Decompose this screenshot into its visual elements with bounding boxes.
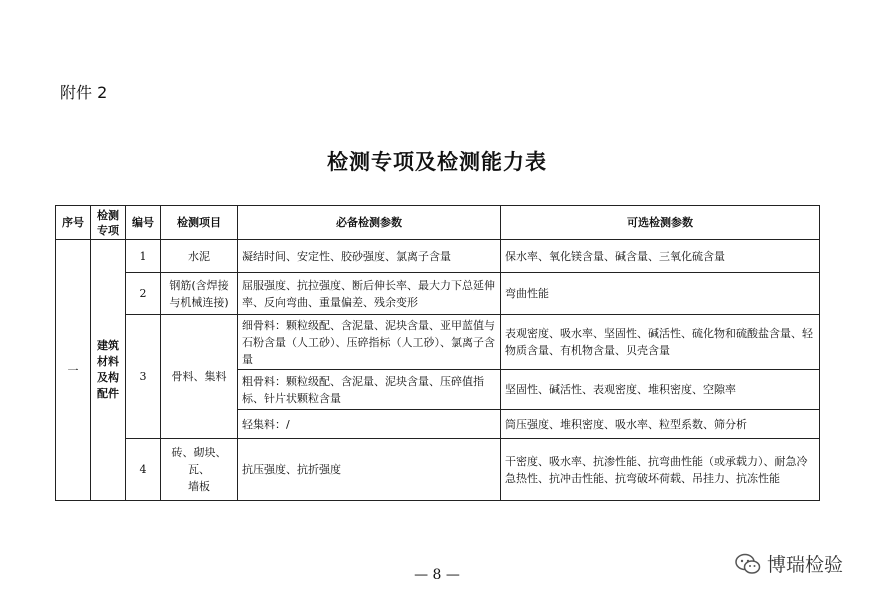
capability-table [55,205,820,501]
document-title: 检测专项及检测能力表 [327,150,547,174]
table-row [56,273,820,315]
group-index-cell: 一 [56,240,91,501]
header-item: 检测项目 [161,206,238,240]
header-optional-params: 可选检测参数 [501,206,820,240]
row-optional: 弯曲性能 [501,273,820,315]
table-row [56,240,820,273]
row-required-coarse-aggregate: 粗骨料：颗粒级配、含泥量、泥块含量、压碎值指标、针片状颗粒含量 [238,370,501,410]
row-number: 2 [126,273,161,315]
row-required: 屈服强度、抗拉强度、断后伸长率、最大力下总延伸率、反向弯曲、重量偏差、残余变形 [238,273,501,315]
header-index: 序号 [56,206,91,240]
attachment-label: 附件 2 [60,83,108,102]
row-optional: 保水率、氧化镁含量、碱含量、三氧化硫含量 [501,240,820,273]
row-number: 1 [126,240,161,273]
row-item: 骨料、集料 [161,315,238,439]
row-optional: 干密度、吸水率、抗渗性能、抗弯曲性能（或承载力）、耐急冷急热性、抗冲击性能、抗弯破坏荷载、吊挂力、抗冻性能 [501,439,820,501]
row-required-fine-aggregate: 细骨料：颗粒级配、含泥量、泥块含量、亚甲蓝值与石粉含量（人工砂）、压碎指标（人工砂）、氯离子含量 [238,315,501,370]
row-optional-light-aggregate: 筒压强度、堆积密度、吸水率、粒型系数、筛分析 [501,410,820,439]
row-item: 砖、砌块、瓦、 墙板 [161,439,238,501]
watermark-text: 博瑞检验 [767,554,844,576]
row-required-light-aggregate: 轻集料：/ [238,410,501,439]
page-number: — 8 — [414,567,460,583]
row-optional-coarse-aggregate: 坚固性、碱活性、表观密度、堆积密度、空隙率 [501,370,820,410]
row-number: 4 [126,439,161,501]
row-item: 水泥 [161,240,238,273]
row-item: 钢筋(含焊接 与机械连接) [161,273,238,315]
row-optional-fine-aggregate: 表观密度、吸水率、坚固性、碱活性、硫化物和硫酸盐含量、轻物质含量、有机物含量、贝壳含量 [501,315,820,370]
header-category: 检测 专项 [91,206,126,240]
table-row [56,439,820,501]
row-number: 3 [126,315,161,439]
header-number: 编号 [126,206,161,240]
row-required: 凝结时间、安定性、胶砂强度、氯离子含量 [238,240,501,273]
group-name-cell: 建筑 材料 及构 配件 [91,240,126,501]
table-header-row [56,206,820,240]
row-required: 抗压强度、抗折强度 [238,439,501,501]
header-required-params: 必备检测参数 [238,206,501,240]
table-row [56,315,820,370]
